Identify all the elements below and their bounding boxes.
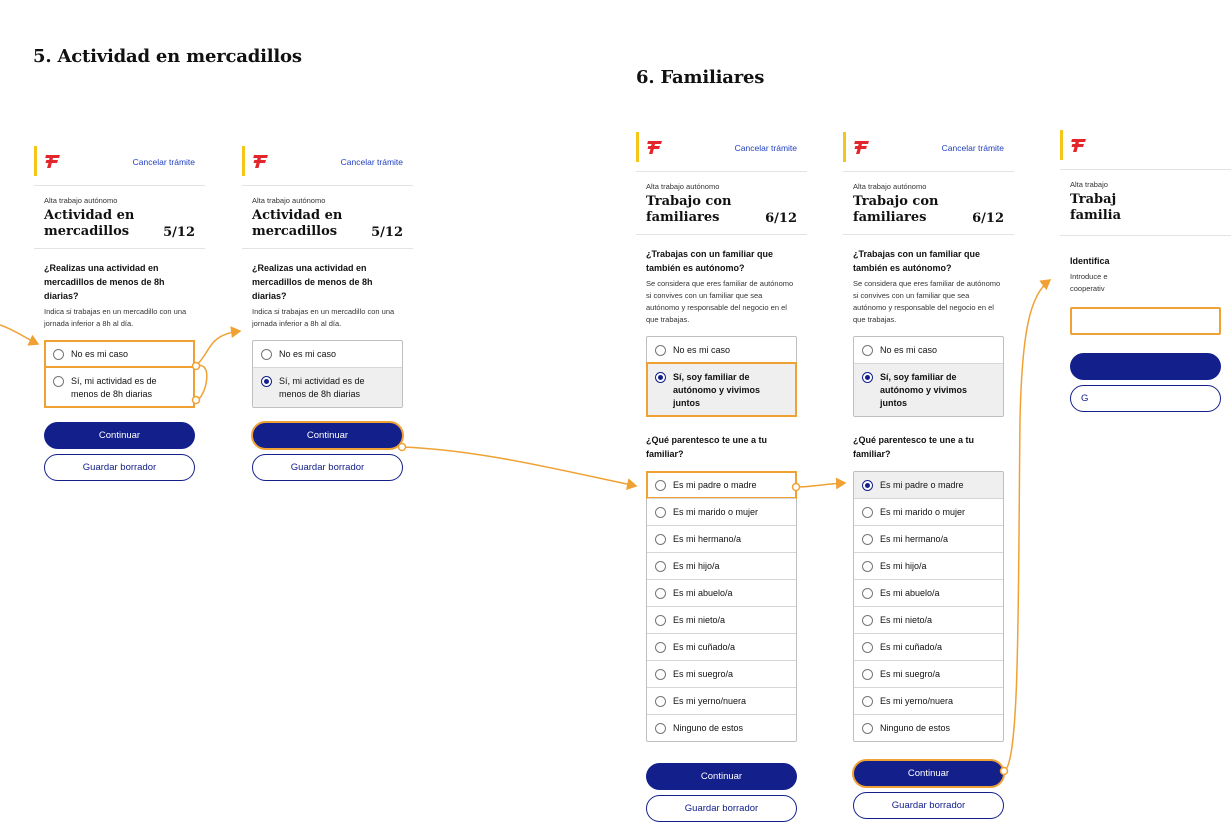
- save-draft-button[interactable]: Guardar borrador: [252, 454, 403, 481]
- radio-icon: [655, 669, 666, 680]
- screen-header: [34, 186, 205, 249]
- cancel-link[interactable]: Cancelar trámite: [340, 157, 403, 167]
- option-label: Sí, mi actividad es de menos de 8h diarias: [279, 376, 365, 399]
- option-label: Sí, mi actividad es de menos de 8h diarias: [71, 376, 157, 399]
- logo-icon: [242, 146, 275, 176]
- relation-option[interactable]: [854, 714, 1003, 741]
- radio-option-no[interactable]: [253, 341, 402, 367]
- question: ¿Realizas una actividad en mercadillos de menos de 8h diarias?: [44, 263, 165, 301]
- relation-option[interactable]: [854, 525, 1003, 552]
- cancel-link[interactable]: Cancelar trámite: [132, 157, 195, 167]
- topbar: [1060, 130, 1231, 170]
- continue-button[interactable]: Continuar: [853, 760, 1004, 787]
- radio-icon: [655, 696, 666, 707]
- hint: Indica si trabajas en un mercadillo con una jornada inferior a 8h al día.: [252, 307, 395, 328]
- radio-icon: [862, 345, 873, 356]
- logo-icon: [843, 132, 876, 162]
- option-label: No es mi caso: [880, 345, 938, 355]
- save-draft-button[interactable]: Guardar borrador: [646, 795, 797, 822]
- relation-option[interactable]: [647, 498, 796, 525]
- option-label: Sí, soy familiar de autónomo y vivimos juntos: [880, 372, 968, 408]
- topbar: [843, 132, 1014, 172]
- option-label: Es mi suegro/a: [673, 669, 734, 679]
- option-label: Es mi nieto/a: [673, 615, 726, 625]
- option-label: Sí, soy familiar de autónomo y vivimos juntos: [673, 372, 761, 408]
- kicker: Alta trabajo autónomo: [646, 182, 720, 191]
- relation-option[interactable]: [854, 660, 1003, 687]
- relation-option[interactable]: [854, 687, 1003, 714]
- save-draft-button[interactable]: G: [1070, 385, 1221, 412]
- kicker: Alta trabajo autónomo: [44, 196, 118, 205]
- question: ¿Trabajas con un familiar que también es autónomo?: [646, 249, 774, 273]
- page-title: Trabajo con familiares: [853, 194, 939, 225]
- radio-icon: [862, 534, 873, 545]
- radio-group: [646, 336, 797, 417]
- section-title-familiares: 6. Familiares: [636, 67, 765, 88]
- radio-option-no[interactable]: [854, 337, 1003, 363]
- option-label: Es mi cuñado/a: [673, 642, 736, 652]
- hint: Se considera que eres familiar de autónomo si convives con un familiar que sea autónomo y responsable del negocio en el que trabajas.: [853, 279, 1001, 324]
- screen-mercadillos-selected: [242, 146, 413, 481]
- relation-option[interactable]: [647, 660, 796, 687]
- option-label: No es mi caso: [71, 349, 129, 359]
- hint-line1: Introduce e: [1070, 272, 1108, 281]
- topbar: [34, 146, 205, 186]
- option-label: Es mi marido o mujer: [673, 507, 759, 517]
- radio-icon: [655, 723, 666, 734]
- radio-group: [44, 340, 195, 408]
- screen-header: [843, 172, 1014, 235]
- screen-header: [636, 172, 807, 235]
- relation-option[interactable]: [647, 687, 796, 714]
- question-relation: ¿Qué parentesco te une a tu familiar?: [646, 435, 768, 459]
- option-label: Es mi suegro/a: [880, 669, 941, 679]
- relation-option[interactable]: [854, 498, 1003, 525]
- radio-icon: [655, 615, 666, 626]
- screen-header: [242, 186, 413, 249]
- radio-option-yes[interactable]: [45, 367, 194, 407]
- radio-checked-icon: [655, 372, 666, 383]
- relation-radio-group: [646, 471, 797, 742]
- radio-icon: [862, 507, 873, 518]
- option-label: No es mi caso: [279, 349, 337, 359]
- screen-header: [1060, 170, 1231, 236]
- continue-button[interactable]: [1070, 353, 1221, 380]
- radio-group: [252, 340, 403, 408]
- relation-option[interactable]: [647, 714, 796, 741]
- relation-option[interactable]: [647, 552, 796, 579]
- option-label: Es mi marido o mujer: [880, 507, 966, 517]
- radio-option-no[interactable]: [45, 341, 194, 367]
- radio-icon: [862, 561, 873, 572]
- screen-next-partial: [1058, 130, 1122, 430]
- relation-option[interactable]: [647, 606, 796, 633]
- option-label: Es mi padre o madre: [880, 480, 964, 490]
- relation-option[interactable]: [854, 472, 1003, 498]
- page-title: Trabajo con familiares: [646, 194, 732, 225]
- step-counter: 5/12: [371, 225, 403, 240]
- radio-group: [853, 336, 1004, 417]
- relation-option[interactable]: [854, 552, 1003, 579]
- radio-checked-icon: [261, 376, 272, 387]
- option-label: Es mi cuñado/a: [880, 642, 943, 652]
- radio-option-yes[interactable]: [854, 363, 1003, 416]
- relation-option[interactable]: [854, 579, 1003, 606]
- page-title: Actividad en mercadillos: [252, 208, 343, 239]
- option-label: Es mi hijo/a: [673, 561, 720, 571]
- hint-line2: cooperativ: [1070, 284, 1105, 293]
- continue-button[interactable]: Continuar: [252, 422, 403, 449]
- screen-familiares-selected: [843, 132, 1014, 819]
- step-counter: 5/12: [163, 225, 195, 240]
- page-title-line2: familia: [1070, 208, 1122, 223]
- radio-icon: [862, 669, 873, 680]
- question: Identifica: [1070, 256, 1110, 266]
- radio-icon: [655, 642, 666, 653]
- relation-option[interactable]: [647, 525, 796, 552]
- option-label: Ninguno de estos: [673, 723, 744, 733]
- option-label: Es mi hijo/a: [880, 561, 927, 571]
- relation-option[interactable]: [854, 633, 1003, 660]
- option-label: Es mi nieto/a: [880, 615, 933, 625]
- radio-icon: [655, 345, 666, 356]
- continue-button[interactable]: Continuar: [646, 763, 797, 790]
- logo-icon: [34, 146, 67, 176]
- radio-icon: [862, 696, 873, 707]
- cancel-link[interactable]: Cancelar trámite: [734, 143, 797, 153]
- hint: Se considera que eres familiar de autónomo si convives con un familiar que sea autónomo y responsable del negocio en el que trabajas.: [646, 279, 794, 324]
- relation-option[interactable]: [854, 606, 1003, 633]
- question: ¿Realizas una actividad en mercadillos de menos de 8h diarias?: [252, 263, 373, 301]
- screen-familiares-relation: [636, 132, 807, 822]
- option-label: Es mi yerno/nuera: [673, 696, 747, 706]
- id-input[interactable]: [1070, 307, 1221, 335]
- option-label: Es mi abuelo/a: [880, 588, 940, 598]
- option-label: Es mi yerno/nuera: [880, 696, 954, 706]
- save-draft-button[interactable]: Guardar borrador: [853, 792, 1004, 819]
- save-draft-button[interactable]: Guardar borrador: [44, 454, 195, 481]
- radio-icon: [53, 349, 64, 360]
- radio-icon: [862, 588, 873, 599]
- screen-mercadillos-empty: [34, 146, 205, 481]
- radio-icon: [655, 480, 666, 491]
- radio-icon: [655, 507, 666, 518]
- topbar: [636, 132, 807, 172]
- radio-icon: [862, 723, 873, 734]
- flow-arrow-in: [0, 325, 38, 344]
- radio-checked-icon: [862, 480, 873, 491]
- question: ¿Trabajas con un familiar que también es autónomo?: [853, 249, 981, 273]
- continue-button[interactable]: Continuar: [44, 422, 195, 449]
- option-label: Ninguno de estos: [880, 723, 951, 733]
- flow-arrow-continue: [402, 447, 636, 486]
- step-counter: 6/12: [972, 211, 1004, 226]
- radio-icon: [862, 642, 873, 653]
- kicker: Alta trabajo autónomo: [853, 182, 927, 191]
- radio-option-no[interactable]: [647, 337, 796, 363]
- hint: Indica si trabajas en un mercadillo con una jornada inferior a 8h al día.: [44, 307, 187, 328]
- logo-icon: [1060, 130, 1093, 160]
- option-label: Es mi hermano/a: [880, 534, 949, 544]
- option-label: Es mi padre o madre: [673, 480, 757, 490]
- relation-option[interactable]: [647, 579, 796, 606]
- option-label: No es mi caso: [673, 345, 731, 355]
- radio-checked-icon: [862, 372, 873, 383]
- relation-option[interactable]: [647, 472, 796, 498]
- radio-icon: [655, 588, 666, 599]
- radio-icon: [53, 376, 64, 387]
- section-title-mercadillos: 5. Actividad en mercadillos: [33, 46, 302, 67]
- radio-icon: [862, 615, 873, 626]
- option-label: Es mi abuelo/a: [673, 588, 733, 598]
- radio-icon: [261, 349, 272, 360]
- page-title: Actividad en mercadillos: [44, 208, 135, 239]
- cancel-link[interactable]: Cancelar trámite: [941, 143, 1004, 153]
- step-counter: 6/12: [765, 211, 797, 226]
- radio-icon: [655, 561, 666, 572]
- kicker: Alta trabajo autónomo: [252, 196, 326, 205]
- relation-option[interactable]: [647, 633, 796, 660]
- logo-icon: [636, 132, 669, 162]
- question-relation: ¿Qué parentesco te une a tu familiar?: [853, 435, 975, 459]
- option-label: Es mi hermano/a: [673, 534, 742, 544]
- kicker: Alta trabajo: [1070, 180, 1108, 189]
- radio-icon: [655, 534, 666, 545]
- topbar: [242, 146, 413, 186]
- page-title-line1: Trabaj: [1070, 192, 1117, 207]
- relation-radio-group: [853, 471, 1004, 742]
- radio-option-yes[interactable]: [647, 363, 796, 416]
- radio-option-yes[interactable]: [253, 367, 402, 407]
